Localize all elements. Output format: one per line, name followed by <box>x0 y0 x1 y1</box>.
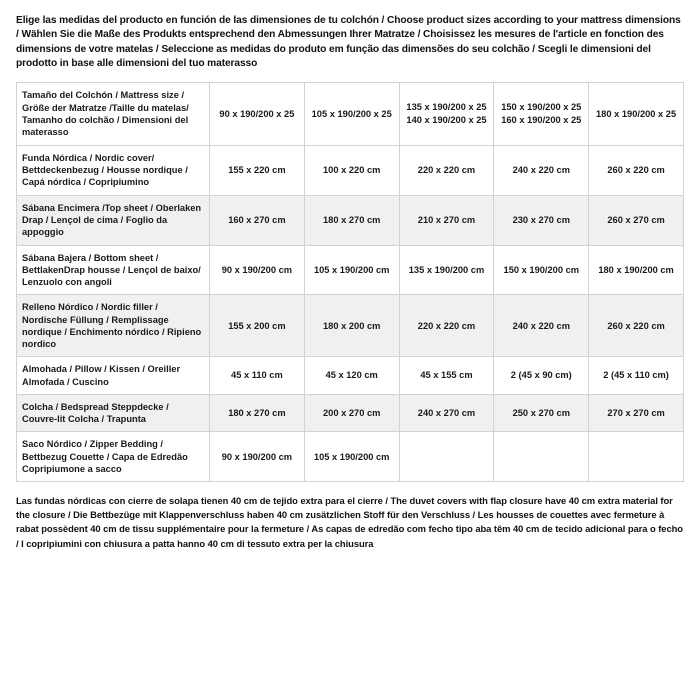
table-row <box>17 432 684 482</box>
table-row <box>17 357 684 395</box>
size-table <box>16 82 684 482</box>
row-cell: 160 x 270 cm <box>210 195 305 245</box>
table-header-row <box>17 82 684 145</box>
row-label: Saco Nórdico / Zipper Bedding / Bettbezug Couette / Capa de Edredão Copripiumone a sacco <box>17 432 210 482</box>
size-table-body <box>17 82 684 481</box>
table-row <box>17 145 684 195</box>
row-cell: 155 x 220 cm <box>210 145 305 195</box>
table-row <box>17 195 684 245</box>
row-label: Almohada / Pillow / Kissen / Oreiller Almofada / Cuscino <box>17 357 210 395</box>
row-cell: 240 x 270 cm <box>399 394 494 432</box>
row-cell <box>399 432 494 482</box>
row-cell: 135 x 190/200 cm <box>399 245 494 295</box>
table-row <box>17 394 684 432</box>
header-col-1-line-1: 90 x 190/200 x 25 <box>219 108 295 119</box>
row-cell: 150 x 190/200 cm <box>494 245 589 295</box>
row-cell: 240 x 220 cm <box>494 145 589 195</box>
row-cell: 230 x 270 cm <box>494 195 589 245</box>
row-cell: 260 x 270 cm <box>589 195 684 245</box>
row-cell: 260 x 220 cm <box>589 145 684 195</box>
row-cell: 155 x 200 cm <box>210 295 305 357</box>
row-cell: 45 x 120 cm <box>304 357 399 395</box>
row-cell: 100 x 220 cm <box>304 145 399 195</box>
table-header-label: Tamaño del Colchón / Mattress size / Größe der Matratze /Taille du matelas/ Tamanho do colchão / Dimensioni del materasso <box>17 82 210 145</box>
header-col-3-line-1: 135 x 190/200 x 25 <box>406 102 487 113</box>
row-cell <box>494 432 589 482</box>
row-cell: 270 x 270 cm <box>589 394 684 432</box>
row-cell: 180 x 270 cm <box>210 394 305 432</box>
row-label: Funda Nórdica / Nordic cover/ Bettdeckenbezug / Housse nordique / Capá nórdica / Copripiumino <box>17 145 210 195</box>
row-cell: 45 x 155 cm <box>399 357 494 395</box>
row-cell: 2 (45 x 90 cm) <box>494 357 589 395</box>
table-header-col-5 <box>589 82 684 145</box>
row-cell: 90 x 190/200 cm <box>210 432 305 482</box>
row-cell: 90 x 190/200 cm <box>210 245 305 295</box>
table-row <box>17 245 684 295</box>
row-cell: 180 x 200 cm <box>304 295 399 357</box>
row-cell: 105 x 190/200 cm <box>304 432 399 482</box>
row-cell: 105 x 190/200 cm <box>304 245 399 295</box>
row-label: Sábana Encimera /Top sheet / Oberlaken Drap / Lençol de cima / Foglio da appoggio <box>17 195 210 245</box>
row-cell: 2 (45 x 110 cm) <box>589 357 684 395</box>
table-header-col-4 <box>494 82 589 145</box>
row-cell: 220 x 220 cm <box>399 145 494 195</box>
table-header-col-2 <box>304 82 399 145</box>
row-label: Relleno Nórdico / Nordic filler / Nordische Füllung / Remplissage nordique / Enchimento nórdico / Ripieno nordico <box>17 295 210 357</box>
row-label: Colcha / Bedspread Steppdecke / Couvre-lit Colcha / Trapunta <box>17 394 210 432</box>
table-header-col-3 <box>399 82 494 145</box>
row-cell: 200 x 270 cm <box>304 394 399 432</box>
header-col-4-line-2: 160 x 190/200 x 25 <box>501 114 582 125</box>
table-header-col-1 <box>210 82 305 145</box>
row-cell: 180 x 190/200 cm <box>589 245 684 295</box>
table-row <box>17 295 684 357</box>
row-cell: 45 x 110 cm <box>210 357 305 395</box>
row-cell: 210 x 270 cm <box>399 195 494 245</box>
row-cell: 250 x 270 cm <box>494 394 589 432</box>
intro-text: Elige las medidas del producto en función de las dimensiones de tu colchón / Choose product sizes according to your mattress dimensions / Wählen Sie die Maße des Produkts entsprechend den Abmessungen Ihrer Matratze / Choisissez les mesures de l'article en fonction des dimensions de votre matelas / Seleccione as medidas do produto em função das dimensões do seu colchão / Scegli le dimensioni del prodotto in base alle dimensioni del tuo materasso <box>16 15 681 70</box>
row-cell: 260 x 220 cm <box>589 295 684 357</box>
row-cell <box>589 432 684 482</box>
header-col-4-line-1: 150 x 190/200 x 25 <box>501 102 582 113</box>
row-cell: 180 x 270 cm <box>304 195 399 245</box>
footnote-text: Las fundas nórdicas con cierre de solapa tienen 40 cm de tejido extra para el cierre / The duvet covers with flap closure have 40 cm extra material for the closure / Die Bettbezüge mit Klappenverschluss haben 40 cm zusätzlichen Stoff für den Verschluss / Les housses de couettes avec fermeture à rabat possèdent 40 cm de tissu supplémentaire pour la fermeture / As capas de edredão com fecho tipo aba têm 40 cm de tecido adicional para o fecho / I copripiumini con chiusura a patta hanno 40 cm di tessuto extra per la chiusura <box>16 495 683 549</box>
row-cell: 220 x 220 cm <box>399 295 494 357</box>
header-col-5-line-1: 180 x 190/200 x 25 <box>596 108 677 119</box>
header-col-3-line-2: 140 x 190/200 x 25 <box>406 114 487 125</box>
row-cell: 240 x 220 cm <box>494 295 589 357</box>
header-col-2-line-1: 105 x 190/200 x 25 <box>311 108 392 119</box>
row-label: Sábana Bajera / Bottom sheet / BettlakenDrap housse / Lençol de baixo/ Lenzuolo con angoli <box>17 245 210 295</box>
